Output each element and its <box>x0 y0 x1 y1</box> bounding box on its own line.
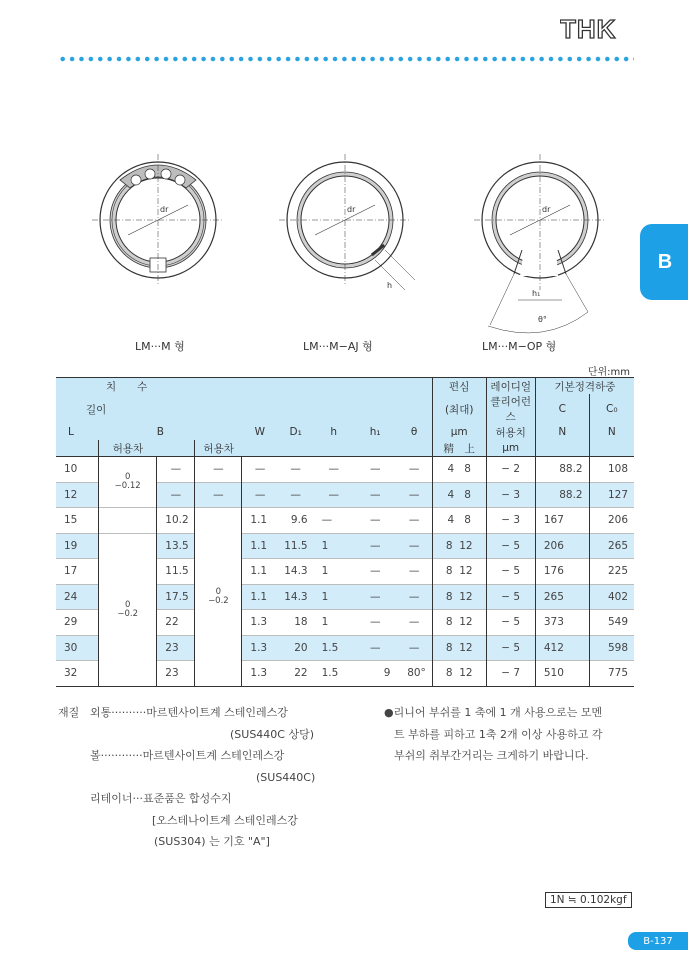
length-header: 길이 <box>56 394 432 424</box>
outer-material-spec: (SUS440C 상당) <box>230 727 315 741</box>
usage-note: ●리니어 부쉬를 1 축에 1 개 사용으로는 모멘 트 부하를 피하고 1축 2개 이상 사용하고 각 부쉬의 취부간거리는 크게하기 바랍니다. <box>384 706 603 762</box>
load-rating-header: 기본정격하중 <box>535 378 634 395</box>
unit-label: 단위:mm <box>587 367 630 378</box>
w-header: W <box>242 424 278 440</box>
spec-table <box>56 377 634 687</box>
l-tolerance-b: 0 −0.2 <box>117 599 138 619</box>
outer-material: 외통··········마르텐사이트계 스테인레스강 <box>90 706 288 719</box>
retainer-code: (SUS304) 는 기호 "A"] <box>154 835 270 848</box>
d1-header: D₁ <box>278 424 314 440</box>
h-header: h <box>314 424 354 440</box>
ecc-unit-header: μm <box>432 424 486 440</box>
figure-lm-m <box>88 150 228 290</box>
c0-header: C₀ <box>589 394 634 424</box>
table-row: 32 23 1.3 22 1.5 9 80° 8 12 − 7 510 775 <box>56 661 634 687</box>
svg-text:h: h <box>387 281 393 290</box>
svg-text:h₁: h₁ <box>532 289 541 298</box>
unit-conversion-box: 1N ≒ 0.102kgf <box>545 892 632 908</box>
b-tolerance-header: 허용차 <box>195 440 242 457</box>
ball-material: 볼············마르텐사이트계 스테인레스강 <box>90 749 285 762</box>
table-row: 19 0 −0.2 13.5 1.1 11.5 1 — — 8 12 − 5 206 265 <box>56 533 634 559</box>
h1-header: h₁ <box>354 424 397 440</box>
allow-header: 허용치 <box>486 424 535 440</box>
eccentricity-max-header: (최대) <box>432 394 486 424</box>
theta-header: θ <box>396 424 432 440</box>
table-row: 29 22 1.3 18 1 — — 8 12 − 5 373 549 <box>56 610 634 636</box>
eccentricity-header: 편심 <box>432 378 486 395</box>
table-row: 15 10.2 0 −0.2 1.1 9.6 — — — 4 8 − 3 167 206 <box>56 508 634 534</box>
figure-lm-m-label: LM···M 형 <box>135 340 185 353</box>
retainer-material: 리테이너···표준품은 합성수지 <box>90 792 232 805</box>
l-tolerance-header: 허용차 <box>99 440 157 457</box>
table-row: 30 23 1.3 20 1.5 — — 8 12 − 5 412 598 <box>56 635 634 661</box>
radial-unit-header: μm <box>486 440 535 457</box>
n1-header: N <box>535 424 589 440</box>
figure-lm-m-op <box>470 150 620 335</box>
clearance-header: 클리어런스 <box>486 394 535 424</box>
table-row: 24 17.5 1.1 14.3 1 — — 8 12 − 5 265 402 <box>56 584 634 610</box>
figure-lm-m-aj-label: LM···M−AJ 형 <box>303 340 373 353</box>
ball-material-spec: (SUS440C) <box>256 770 316 784</box>
figure-lm-m-op-label: LM···M−OP 형 <box>482 340 557 353</box>
table-row: 17 11.5 1.1 14.3 1 — — 8 12 − 5 176 225 <box>56 559 634 585</box>
radial-header: 레이디얼 <box>486 378 535 395</box>
c-header: C <box>535 394 589 424</box>
l-tolerance-a: 0 −0.12 <box>114 472 141 491</box>
svg-text:θ°: θ° <box>538 315 547 324</box>
l-header: L <box>56 424 99 440</box>
figure-lm-m-aj <box>275 150 425 300</box>
table-row: 10 0 −0.12 — — — — — — — 4 8 − 2 88.2 108 <box>56 457 634 483</box>
svg-text:dr: dr <box>542 205 551 214</box>
n2-header: N <box>589 424 634 440</box>
b-header: B <box>157 424 195 440</box>
svg-text:dr: dr <box>160 205 169 214</box>
page-number: B-137 <box>628 932 688 950</box>
table-row: 12 — — — — — — — 4 8 − 3 88.2 127 <box>56 482 634 508</box>
header-dotted-rule <box>58 55 634 63</box>
retainer-alt: [오스테나이트계 스테인레스강 <box>152 813 298 827</box>
dimensions-header: 치 수 <box>56 378 432 395</box>
b-tolerance: 0 −0.2 <box>208 586 229 606</box>
material-notes <box>58 702 358 853</box>
thk-logo <box>560 14 632 44</box>
svg-text:dr: dr <box>347 205 356 214</box>
precision-header: 精 上 <box>432 440 486 457</box>
section-tab-b[interactable]: B <box>640 224 688 300</box>
svg-text:THK: THK <box>560 14 617 44</box>
material-label: 재질 <box>58 706 80 719</box>
